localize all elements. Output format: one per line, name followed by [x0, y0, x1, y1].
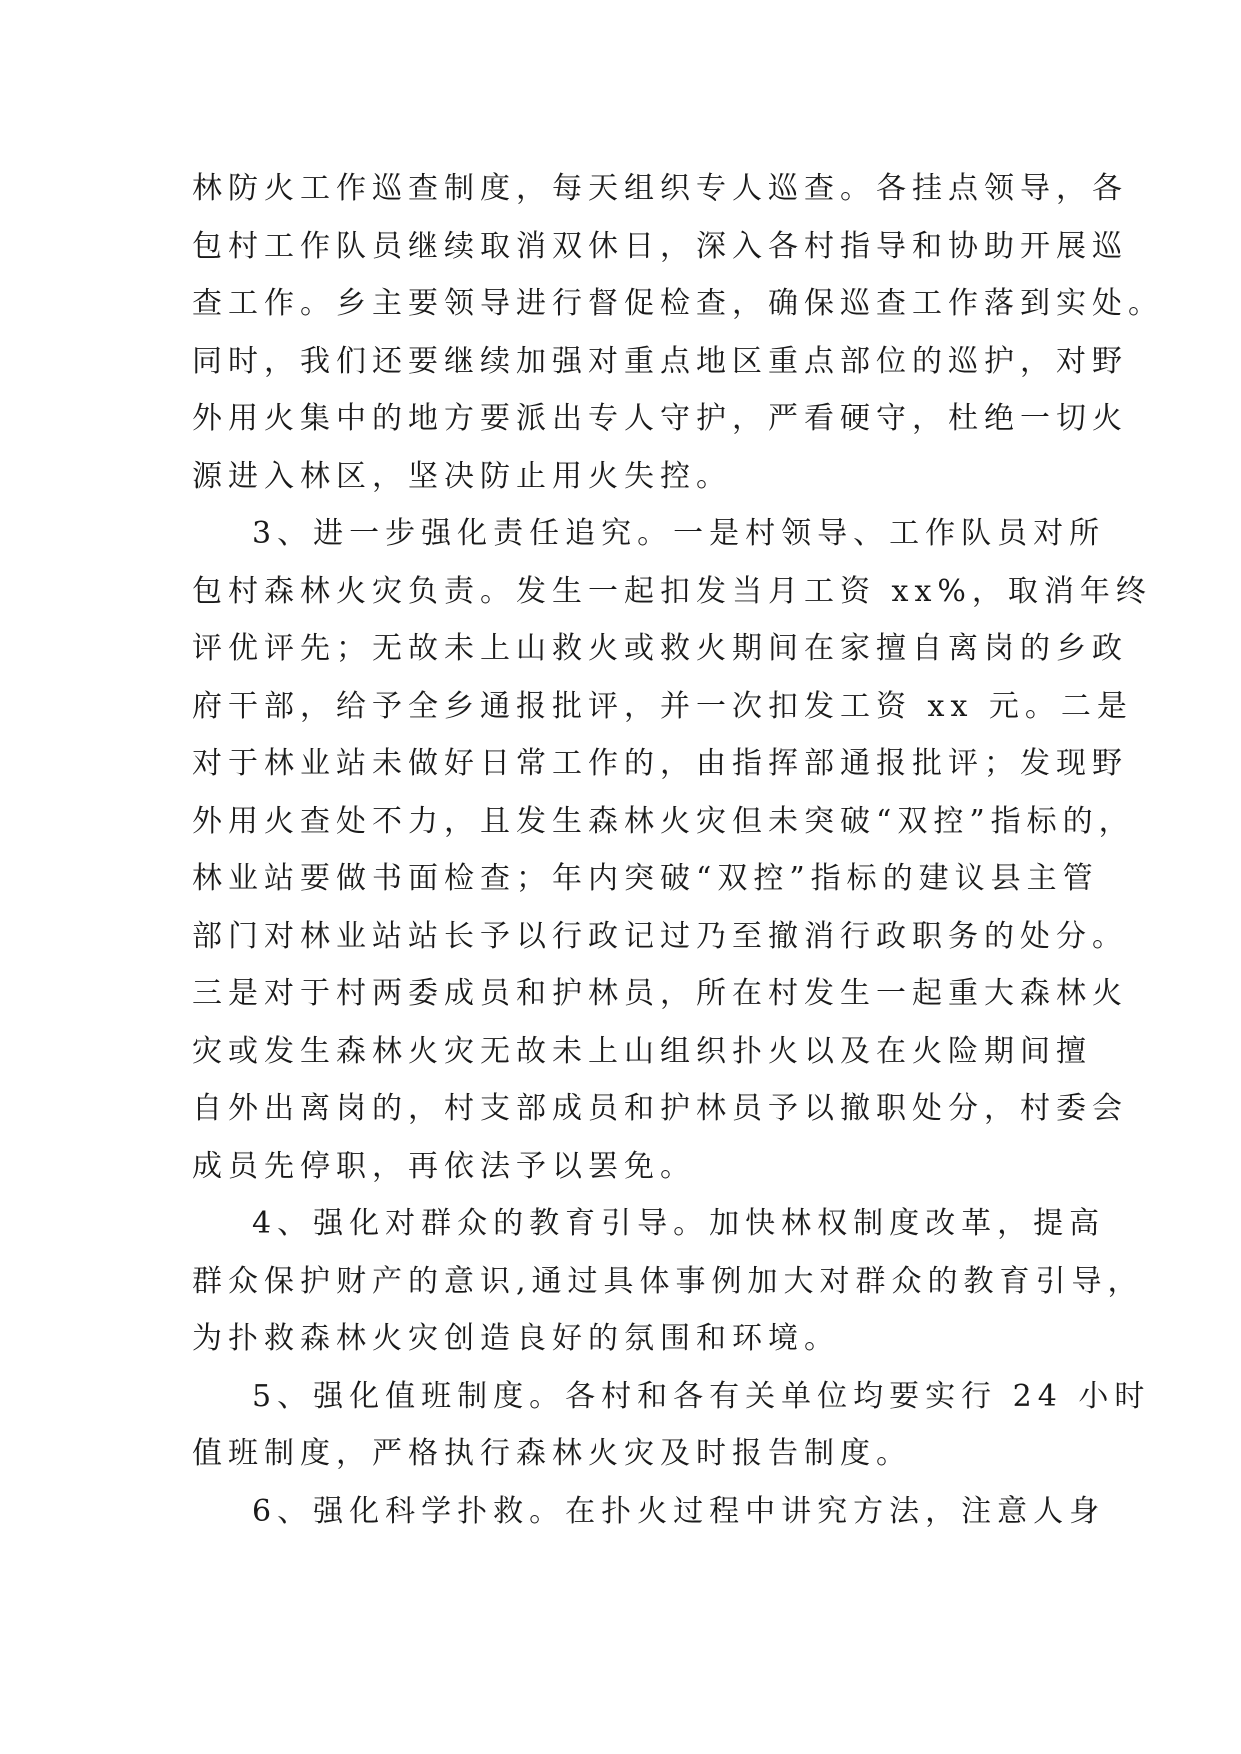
text-line: 外用火查处不力，且发生森林火灾但未突破“双控”指标的， [192, 803, 1135, 839]
text-line: 同时，我们还要继续加强对重点地区重点部位的巡护，对野 [192, 343, 1128, 379]
paragraph-3-start: 3、进一步强化责任追究。一是村领导、工作队员对所 [252, 516, 1106, 551]
paragraph-4-start: 4、强化对群众的教育引导。加快林权制度改革，提高 [252, 1206, 1106, 1241]
text-line: 林业站要做书面检查；年内突破“双控”指标的建议县主管 [192, 861, 1099, 896]
text-line: 成员先停职，再依法予以罢免。 [192, 1148, 696, 1184]
text-line: 包村工作队员继续取消双休日，深入各村指导和协助开展巡 [192, 228, 1128, 264]
text-line: 对于林业站未做好日常工作的，由指挥部通报批评；发现野 [192, 746, 1128, 781]
text-line: 部门对林业站站长予以行政记过乃至撤消行政职务的处分。 [192, 918, 1128, 954]
text-line: 自外出离岗的，村支部成员和护林员予以撤职处分，村委会 [192, 1091, 1128, 1126]
text-line: 府干部，给予全乡通报批评，并一次扣发工资 xx 元。二是 [192, 688, 1133, 724]
text-line: 评优评先；无故未上山救火或救火期间在家擅自离岗的乡政 [192, 631, 1128, 666]
text-line: 源进入林区，坚决防止用火失控。 [192, 458, 732, 494]
text-line: 为扑救森林火灾创造良好的氛围和环境。 [192, 1321, 840, 1356]
text-line: 三是对于村两委成员和护林员，所在村发生一起重大森林火 [192, 976, 1128, 1011]
paragraph-5-start: 5、强化值班制度。各村和各有关单位均要实行 24 小时 [252, 1378, 1151, 1414]
text-line: 群众保护财产的意识,通过具体事例加大对群众的教育引导， [192, 1263, 1144, 1299]
text-line: 林防火工作巡查制度，每天组织专人巡查。各挂点领导，各 [192, 171, 1128, 206]
text-line: 灾或发生森林火灾无故未上山组织扑火以及在火险期间擅 [192, 1033, 1092, 1069]
text-line: 值班制度，严格执行森林火灾及时报告制度。 [192, 1436, 912, 1471]
text-line: 包村森林火灾负责。发生一起扣发当月工资 xx%，取消年终 [192, 573, 1152, 609]
text-line: 外用火集中的地方要派出专人守护，严看硬守，杜绝一切火 [192, 401, 1128, 436]
document-body [192, 160, 1164, 1540]
paragraph-6-start: 6、强化科学扑救。在扑火过程中讲究方法，注意人身 [252, 1493, 1106, 1529]
text-line: 查工作。乡主要领导进行督促检查，确保巡查工作落到实处。 [192, 286, 1164, 321]
